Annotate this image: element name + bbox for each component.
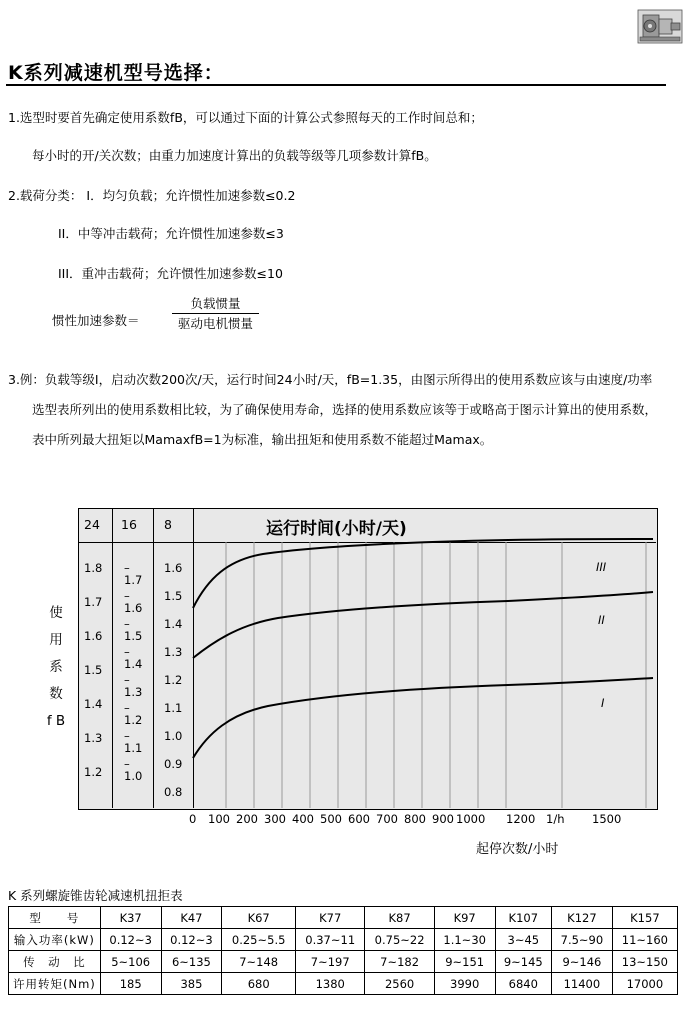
cell-model-k97: K97 bbox=[434, 907, 495, 929]
cell-model-k47: K47 bbox=[161, 907, 222, 929]
cell-torque-2: 385 bbox=[161, 973, 222, 995]
curve-label-I: I bbox=[601, 696, 605, 710]
table-row bbox=[9, 951, 678, 973]
gearbox-icon bbox=[637, 6, 683, 46]
cell-ratio-2: 6~135 bbox=[161, 951, 222, 973]
cell-model-k127: K127 bbox=[552, 907, 613, 929]
row-header-ratio: 传 动 比 bbox=[9, 951, 101, 973]
cell-power-6: 1.1~30 bbox=[434, 929, 495, 951]
xtick-700: 700 bbox=[376, 812, 398, 826]
cell-ratio-9: 13~150 bbox=[612, 951, 677, 973]
xtick-300: 300 bbox=[264, 812, 286, 826]
xtick-200: 200 bbox=[236, 812, 258, 826]
cell-model-k107: K107 bbox=[495, 907, 551, 929]
hours-col-24: 24 bbox=[84, 517, 100, 532]
usage-factor-chart: 运行时间(小时/天) 24 16 8 使 用 系 数 f B 1.8 1.7 1.6 1.5 1.4 1.3 1.2 –1.7 –1.6 –1.5 –1.4 –1.3 –1.2 –1.1 –1.0 1.6 1.5 1.4 1.3 1.2 1.1 1.0 0.9 0.8 III II I 0 100 200 300 400 500 600 700 800 900 1000 1200 1500 1/h 起停次数/小时 bbox=[36, 508, 656, 858]
xtick-1000: 1000 bbox=[456, 812, 486, 826]
xtick-0: 0 bbox=[189, 812, 197, 826]
xtick-1200: 1200 bbox=[506, 812, 536, 826]
table-row bbox=[9, 973, 678, 995]
paragraph-4: II．中等冲击载荷；允许惯性加速参数≤3 bbox=[58, 226, 284, 241]
cell-power-9: 11~160 bbox=[612, 929, 677, 951]
cell-ratio-7: 9~145 bbox=[495, 951, 551, 973]
page-title: K系列减速机型号选择： bbox=[8, 62, 224, 84]
hours-col-8: 8 bbox=[164, 517, 172, 532]
x-axis-caption: 起停次数/小时 bbox=[476, 842, 559, 857]
cell-ratio-8: 9~146 bbox=[552, 951, 613, 973]
cell-power-1: 0.12~3 bbox=[100, 929, 161, 951]
row-header-model: 型 号 bbox=[9, 907, 101, 929]
cell-model-k77: K77 bbox=[296, 907, 365, 929]
formula-denominator: 驱动电机惯量 bbox=[178, 316, 254, 331]
paragraph-7: 3.例：负载等级I，启动次数200次/天，运行时间24小时/天，fB=1.35，由图示所得出的使用系数应该与由速度/功率 bbox=[8, 372, 653, 387]
cell-power-3: 0.25~5.5 bbox=[222, 929, 296, 951]
paragraph-8: 选型表所列出的使用系数相比较，为了确保使用寿命，选择的使用系数应该等于或略高于图示计算出的使用系数， bbox=[32, 402, 658, 417]
paragraph-1: 1.选型时要首先确定使用系数fB，可以通过下面的计算公式参照每天的工作时间总和； bbox=[8, 110, 483, 125]
cell-ratio-6: 9~151 bbox=[434, 951, 495, 973]
cell-power-8: 7.5~90 bbox=[552, 929, 613, 951]
cell-model-k157: K157 bbox=[612, 907, 677, 929]
cell-torque-4: 1380 bbox=[296, 973, 365, 995]
cell-ratio-3: 7~148 bbox=[222, 951, 296, 973]
cell-model-k87: K87 bbox=[365, 907, 434, 929]
paragraph-9: 表中所列最大扭矩以MamaxfB=1为标准，输出扭矩和使用系数不能超过Mamax。 bbox=[32, 432, 493, 447]
paragraph-6: 惯性加速参数＝ bbox=[52, 313, 140, 328]
cell-torque-3: 680 bbox=[222, 973, 296, 995]
xtick-600: 600 bbox=[348, 812, 370, 826]
paragraph-3: 2.载荷分类： I．均匀负载；允许惯性加速参数≤0.2 bbox=[8, 188, 296, 203]
cell-ratio-4: 7~197 bbox=[296, 951, 365, 973]
curve-label-III: III bbox=[596, 560, 607, 574]
xtick-100: 100 bbox=[208, 812, 230, 826]
table-row bbox=[9, 907, 678, 929]
cell-model-k37: K37 bbox=[100, 907, 161, 929]
table-row bbox=[9, 929, 678, 951]
cell-model-k67: K67 bbox=[222, 907, 296, 929]
curve-label-II: II bbox=[598, 613, 605, 627]
xtick-1500: 1500 bbox=[592, 812, 622, 826]
cell-torque-6: 3990 bbox=[434, 973, 495, 995]
chart-curves bbox=[78, 508, 656, 808]
xtick-800: 800 bbox=[404, 812, 426, 826]
row-header-power: 输入功率(kW) bbox=[9, 929, 101, 951]
cell-ratio-1: 5~106 bbox=[100, 951, 161, 973]
xtick-500: 500 bbox=[320, 812, 342, 826]
paragraph-5: III．重冲击载荷；允许惯性加速参数≤10 bbox=[58, 266, 283, 281]
cell-power-4: 0.37~11 bbox=[296, 929, 365, 951]
table-caption: K 系列螺旋锥齿轮减速机扭拒表 bbox=[8, 888, 183, 903]
xtick-900: 900 bbox=[432, 812, 454, 826]
x-unit-label: 1/h bbox=[546, 812, 565, 826]
inertia-formula bbox=[172, 295, 259, 332]
spec-table bbox=[8, 906, 678, 995]
cell-torque-1: 185 bbox=[100, 973, 161, 995]
cell-torque-9: 17000 bbox=[612, 973, 677, 995]
title-divider bbox=[6, 84, 666, 86]
paragraph-2: 每小时的开/关次数；由重力加速度计算出的负载等级等几项参数计算fB。 bbox=[32, 148, 437, 163]
cell-power-2: 0.12~3 bbox=[161, 929, 222, 951]
usage-factor-label: 使 用 系 数 f B bbox=[46, 605, 66, 729]
cell-power-5: 0.75~22 bbox=[365, 929, 434, 951]
cell-power-7: 3~45 bbox=[495, 929, 551, 951]
chart-title: 运行时间(小时/天) bbox=[266, 519, 407, 539]
cell-torque-5: 2560 bbox=[365, 973, 434, 995]
hours-col-16: 16 bbox=[121, 517, 137, 532]
cell-torque-8: 11400 bbox=[552, 973, 613, 995]
xtick-400: 400 bbox=[292, 812, 314, 826]
row-header-torque: 许用转矩(Nm) bbox=[9, 973, 101, 995]
formula-numerator: 负载惯量 bbox=[172, 295, 259, 314]
cell-torque-7: 6840 bbox=[495, 973, 551, 995]
cell-ratio-5: 7~182 bbox=[365, 951, 434, 973]
